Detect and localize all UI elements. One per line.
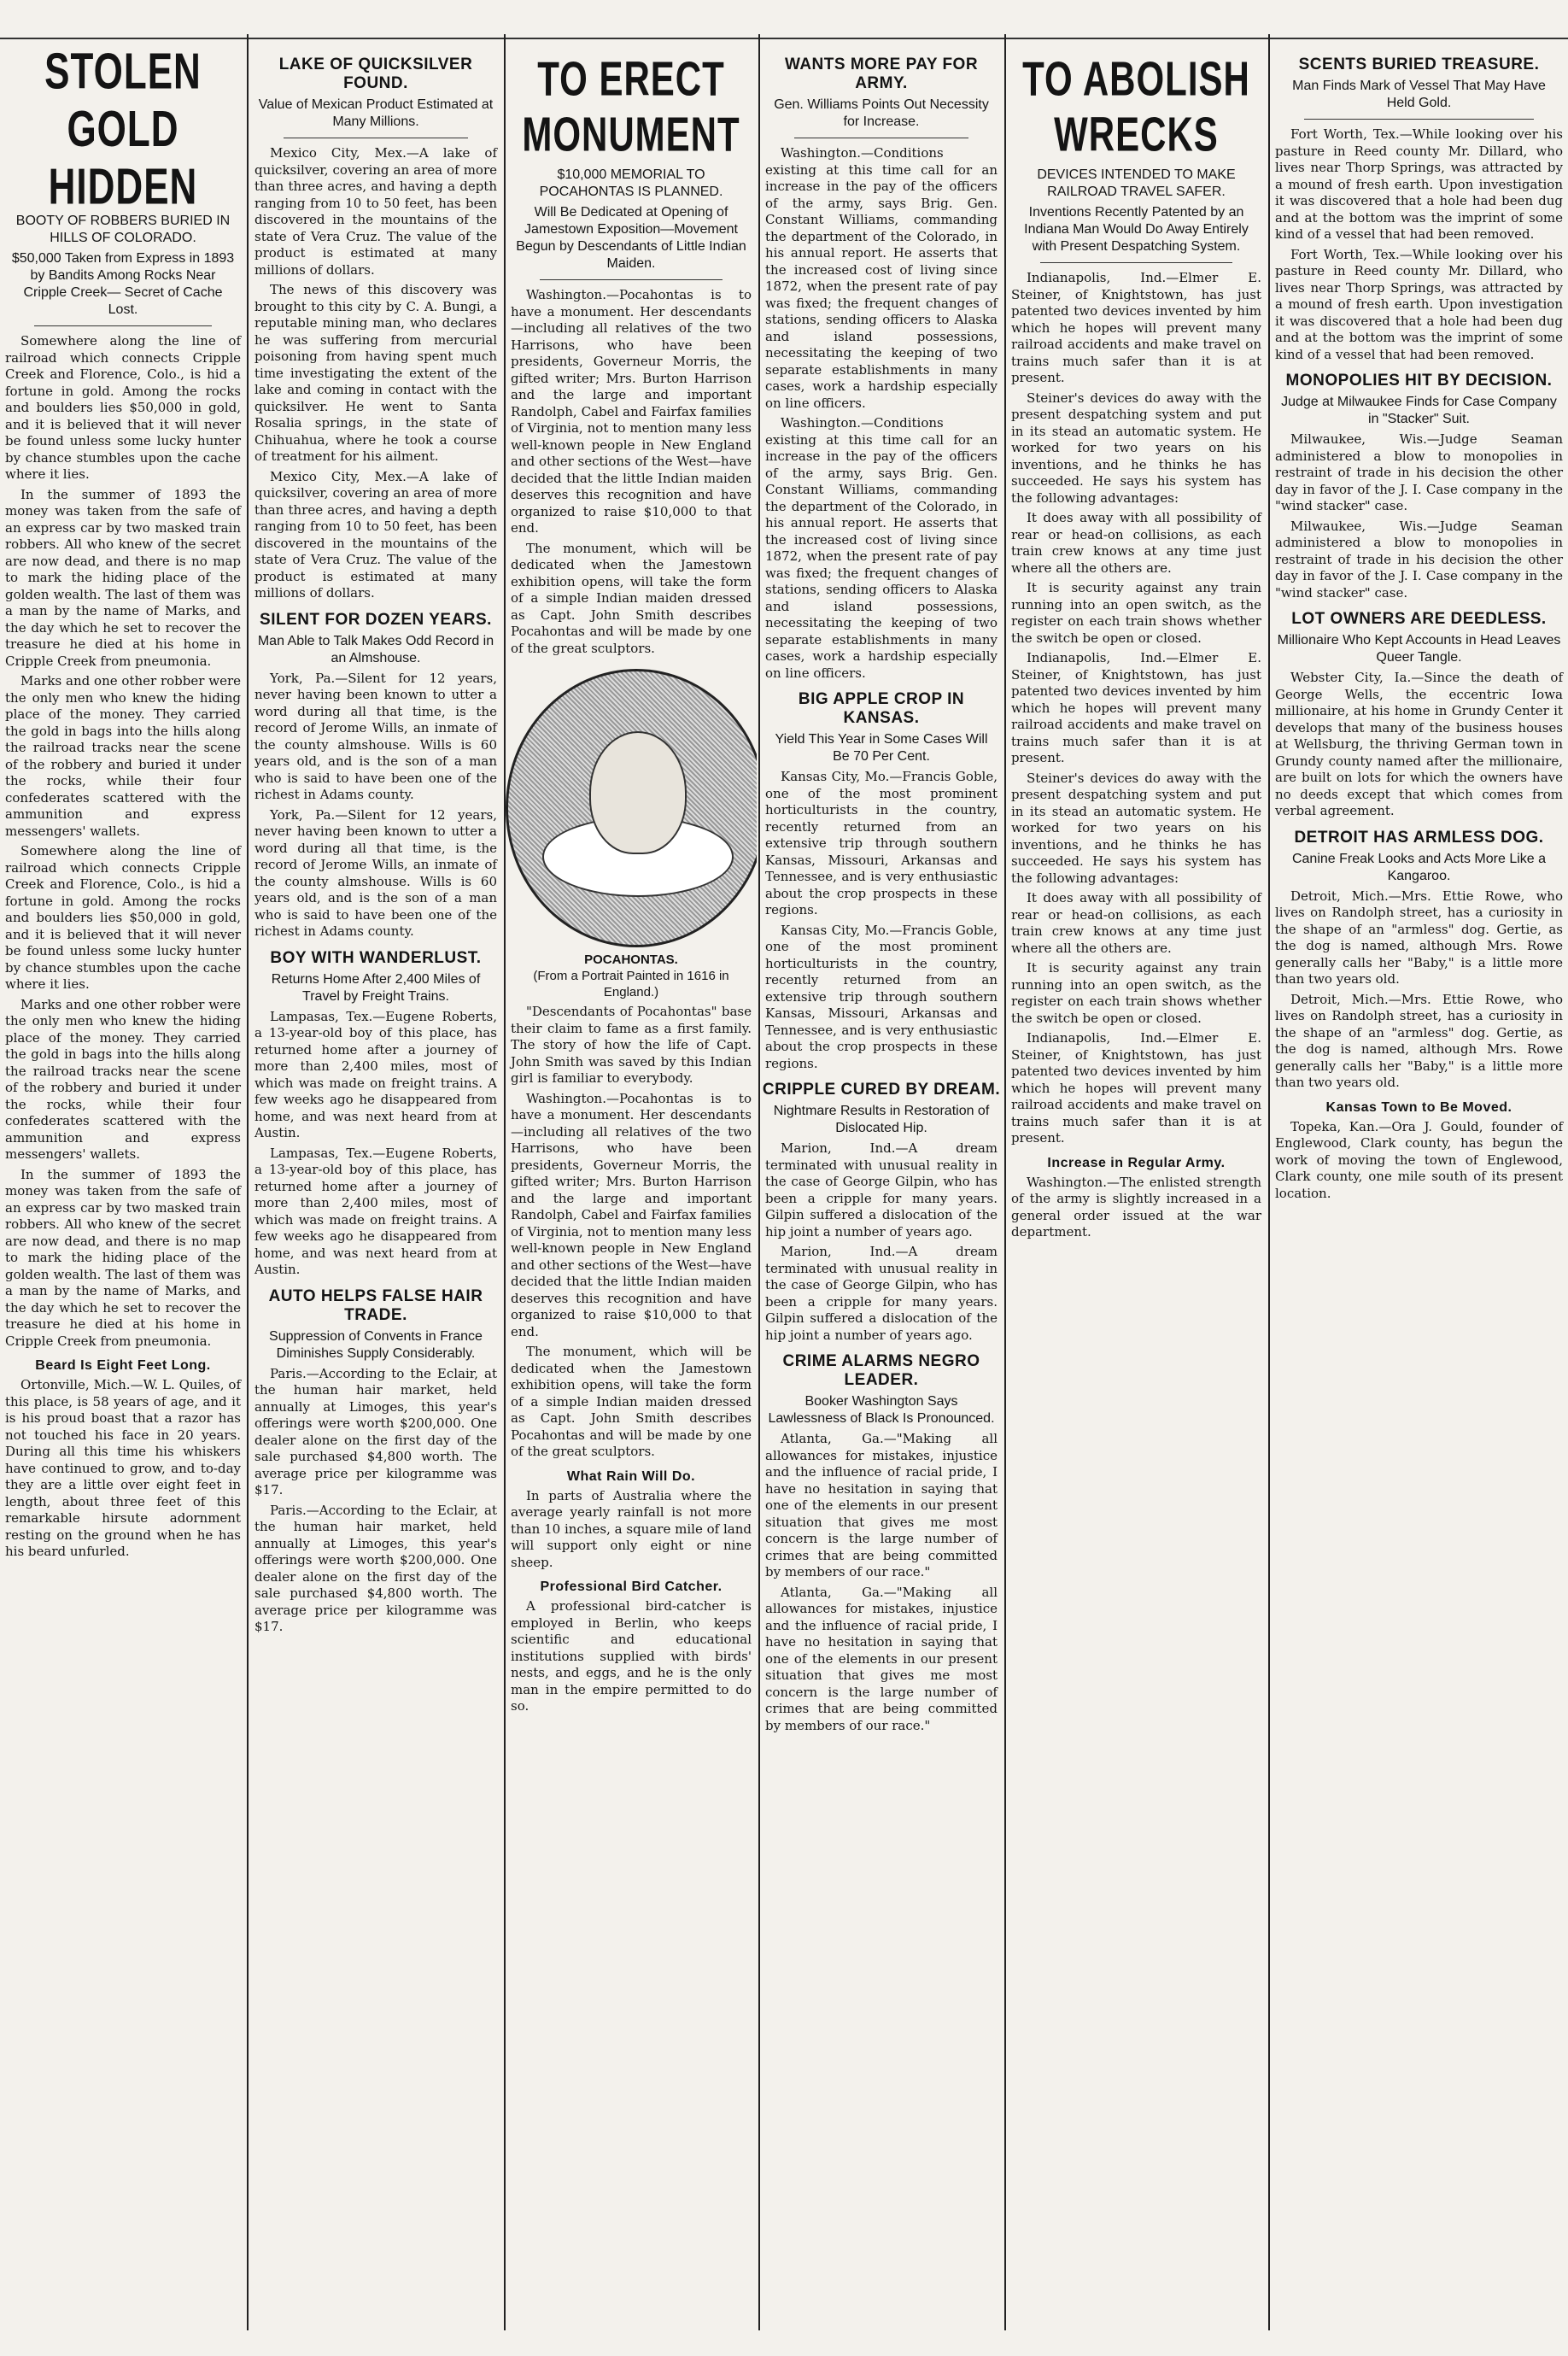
deck: Suppression of Convents in France Diminishes Supply Considerably. — [269, 1328, 483, 1361]
top-rule — [0, 38, 1568, 39]
article-text: Indianapolis, Ind.—Elmer E. Steiner, of Knightstown, has just patented two devices invented by him which he hopes will prevent many railroad accidents and make travel on trains much safer than it is at present. — [1011, 650, 1261, 765]
article-text: Somewhere along the line of railroad which connects Cripple Creek and Florence, Colo., is hid a fortune in gold. Among the rocks and boulders lies $50,000 in gold, and it is believed that it will never be found unless some lucky hunter by chance stumbles upon the cache where it lies. — [5, 843, 241, 992]
article-text: Washington.—Conditions existing at this time call for an increase in the pay of the officers of the army, says Brig. Gen. Constant Williams, commanding the department of the Colorado, in his annual report. He asserts that the increased cost of living since 1872, when the present rate of pay was fixed; the frequent changes of stations, sending officers to Alaska and island possessions, necessitating the keeping of two separate establishments in many cases, work a hardship especially on line officers. — [765, 415, 998, 681]
pocahontas-portrait — [506, 669, 757, 947]
headline-crime-alarms: CRIME ALARMS NEGRO LEADER. — [782, 1352, 980, 1389]
headline-stolen-gold: STOLEN GOLD HIDDEN — [44, 47, 202, 215]
article-text: It is security against any train running into an open switch, as the register on each train shows whether the switch be open or closed. — [1011, 580, 1261, 646]
column-2 — [249, 47, 502, 2322]
article-text: Detroit, Mich.—Mrs. Ettie Rowe, who lives on Randolph street, has a curiosity in the shape of an "armless" dog. Gertie, as the dog is named, although Mrs. Rowe generally calls her "Baby," is a little more than two years old. — [1275, 991, 1563, 1090]
article-text: Indianapolis, Ind.—Elmer E. Steiner, of Knightstown, has just patented two devices invented by him which he hopes will prevent many railroad accidents and make travel on trains much safer than it is at present. — [1011, 270, 1261, 385]
article-text: Milwaukee, Wis.—Judge Seaman administered a blow to monopolies in restraint of trade in his decision the other day in favor of the J. I. Case company in the "wind stacker" case. — [1275, 518, 1563, 601]
article-text: The news of this discovery was brought to this city by C. A. Bungi, a reputable mining man, who declares he was suffering from mercurial poisoning from having spent much time investigating the extent of the lake and coming in contact with the quicksilver. He went to Santa Rosalia springs, in the state of Chihuahua, where he took a course of treatment for his ailment. — [255, 282, 497, 464]
article-text: A professional bird-catcher is employed in Berlin, who keeps scientific and educational institutions supplied with birds' nests, and eggs, and he is the only man in the empire permitted to do so. — [511, 1598, 752, 1714]
deck: Man Able to Talk Makes Odd Record in an Almshouse. — [257, 633, 494, 665]
headline-wrecks: TO ABOLISH WRECKS — [1022, 51, 1250, 161]
headline-silent: SILENT FOR DOZEN YEARS. — [260, 610, 492, 629]
column-rule — [247, 34, 249, 2330]
article-text: Marks and one other robber were the only men who knew the hiding place of the money. They carried the gold in bags into the hills along the railroad tracks near the scene of the robbery and buried it under the rocks, while their four confederates scattered with the ammunition and express messengers' wallets. — [5, 673, 241, 839]
article-text: Paris.—According to the Eclair, at the human hair market, held annually at Limoges, this year's offerings were worth $200,000. One dealer alone on the first day of the sale purchased $4,800 worth. The average price per kilogramme was $17. — [255, 1365, 497, 1497]
article-text: Washington.—The enlisted strength of the army is slightly increased in a general order issued at the war department. — [1011, 1174, 1261, 1240]
column-5 — [1006, 47, 1267, 2322]
article-text: Washington.—Pocahontas is to have a monument. Her descendants—including all relatives of the two Harrisons, who have been presidents, Governeur Morris, the gifted writer; Mrs. Burton Harrison and the large and important Randolph, Cabel and Fairfax families of Virginia, not to mention many less well-known people in New England and other sections of the West—have decided that the little Indian maiden deserves this recognition and have organized to raise $10,000 to that end. — [511, 287, 752, 536]
deck: Inventions Recently Patented by an Indiana Man Would Do Away Entirely with Present Despatching System. — [1024, 205, 1249, 254]
article-text: Detroit, Mich.—Mrs. Ettie Rowe, who lives on Randolph street, has a curiosity in the shape of an "armless" dog. Gertie, as the dog is named, although Mrs. Rowe generally calls her "Baby," is a little more than two years old. — [1275, 888, 1563, 987]
article-text: "Descendants of Pocahontas" base their claim to fame as a first family. The story of how the life of Capt. John Smith was saved by this Indian girl is familiar to everybody. — [511, 1004, 752, 1087]
deck: Booker Washington Says Lawlessness of Black Is Pronounced. — [768, 1394, 995, 1426]
headline-cripple-cured: CRIPPLE CURED BY DREAM. — [762, 1081, 1001, 1099]
article-text: Fort Worth, Tex.—While looking over his pasture in Reed county Mr. Dillard, who lives near Thorp Springs, was attracted by a mound of fresh earth. Upon investigation it was discovered that a hole had been dug and at the bottom was the imprint of some kind of a vessel that had been removed. — [1275, 126, 1563, 242]
article-text: The monument, which will be dedicated when the Jamestown exhibition opens, will take the form of a simple Indian maiden dressed as Capt. John Smith describes Pocahontas and will be made by one of the great sculptors. — [511, 540, 752, 656]
headline-deedless: LOT OWNERS ARE DEEDLESS. — [1291, 610, 1547, 628]
headline-buried-treasure: SCENTS BURIED TREASURE. — [1298, 56, 1540, 73]
subhead: Increase in Regular Army. — [1047, 1155, 1226, 1170]
article-text: Washington.—Conditions existing at this time call for an increase in the pay of the officers of the army, says Brig. Gen. Constant Williams, commanding the department of the Colorado, in his annual report. He asserts that the increased cost of living since 1872, when the present rate of pay was fixed; the frequent changes of stations, sending officers to Alaska and island possessions, necessitating the keeping of two separate establishments in many cases, work a hardship especially on line officers. — [765, 145, 998, 411]
article-text: Ortonville, Mich.—W. L. Quiles, of this place, is 58 years of age, and it is his proud boast that a razor has not touched his face in 20 years. During all this time his whiskers have continued to grow, and to-day they are a little over eight feet in length, about three feet of this remarkable hirsute adornment resting on the ground when he has his beard unfurled. — [5, 1377, 241, 1559]
deck: Value of Mexican Product Estimated at Many Millions. — [258, 97, 494, 129]
article-text: Topeka, Kan.—Ora J. Gould, founder of Englewood, Clark county, has begun the work of moving the town of Englewood, Clark county, one mile south of its present location. — [1275, 1118, 1563, 1201]
deck: Will Be Dedicated at Opening of Jamestown Exposition—Movement Begun by Descendants of Little Indian Maiden. — [516, 205, 746, 271]
article-text: Marks and one other robber were the only men who knew the hiding place of the money. They carried the gold in bags into the hills along the railroad tracks near the scene of the robbery and buried it under the rocks, while their four confederates scattered with the ammunition and express messengers' wallets. — [5, 996, 241, 1162]
article-text: In the summer of 1893 the money was taken from the safe of an express car by two masked train robbers. All who knew of the secret are now dead, and there is no map to mark the hiding place of the golden wealth. The last of them was a man by the name of Marks, and the day which he set to recover the treasure he died at his home in Cripple Creek from pneumonia. — [5, 486, 241, 669]
article-text: Lampasas, Tex.—Eugene Roberts, a 13-year-old boy of this place, has returned home after a journey of more than 2,400 miles, most of which was made on freight trains. A few weeks ago he disappeared from home, and was next heard from at Austin. — [255, 1008, 497, 1140]
article-text: It does away with all possibility of rear or head-on collisions, as each train crew knows at any time just where all the others are. — [1011, 890, 1261, 956]
article-text: Somewhere along the line of railroad which connects Cripple Creek and Florence, Colo., is hid a fortune in gold. Among the rocks and boulders lies $50,000 in gold, and it is believed that it will never be found unless some lucky hunter by chance stumbles upon the cache where it lies. — [5, 333, 241, 482]
column-1 — [0, 47, 246, 2322]
deck: Judge at Milwaukee Finds for Case Company in "Stacker" Suit. — [1281, 395, 1557, 426]
article-text: Washington.—Pocahontas is to have a monument. Her descendants—including all relatives of the two Harrisons, who have been presidents, Governeur Morris, the gifted writer; Mrs. Burton Harrison and the large and important Randolph, Cabel and Fairfax families of Virginia, not to mention many less well-known people in New England and other sections of the West—have decided that the little Indian maiden deserves this recognition and have organized to raise $10,000 to that end. — [511, 1090, 752, 1339]
article-text: Atlanta, Ga.—"Making all allowances for mistakes, injustice and the influence of racial pride, I have no hesitation in saying that one of the elements in our present situation that gives me most concern is the large number of crimes that are being committed by members of our race." — [765, 1431, 998, 1579]
deck: Millionaire Who Kept Accounts in Head Leaves Queer Tangle. — [1277, 633, 1561, 665]
deck: $10,000 MEMORIAL TO POCAHONTAS IS PLANNED. — [539, 167, 723, 199]
article-text: Fort Worth, Tex.—While looking over his pasture in Reed county Mr. Dillard, who lives near Thorp Springs, was attracted by a mound of fresh earth. Upon investigation it was discovered that a hole had been dug and at the bottom was the imprint of some kind of a vessel that had been removed. — [1275, 246, 1563, 362]
divider — [540, 279, 723, 280]
article-text: Marion, Ind.—A dream terminated with unusual reality in the case of George Gilpin, who has been a cripple for many years. Gilpin suffered a dislocation of the hip joint a number of years ago. — [765, 1140, 998, 1240]
article-text: Webster City, Ia.—Since the death of George Wells, the eccentric Iowa millionaire, at his home in Grundy Center it develops that many of the business houses at Wellsburg, the thriving German town in Grundy county named after the millionaire, are built on lots for which the owners have no deeds except that which comes from verbal agreement. — [1275, 670, 1563, 818]
column-6 — [1270, 47, 1568, 2322]
article-text: Kansas City, Mo.—Francis Goble, one of the most prominent horticulturists in the country, recently returned from an extensive trip through southern Kansas, Missouri, Arkansas and Tennessee, and is very enthusiastic about the crop prospects in these regions. — [765, 922, 998, 1071]
subhead: Kansas Town to Be Moved. — [1325, 1099, 1512, 1115]
headline-apple-crop: BIG APPLE CROP IN KANSAS. — [798, 690, 965, 727]
deck: Yield This Year in Some Cases Will Be 70 Per Cent. — [775, 732, 988, 764]
headline-quicksilver: LAKE OF QUICKSILVER FOUND. — [278, 56, 473, 92]
headline-armless-dog: DETROIT HAS ARMLESS DOG. — [1294, 828, 1544, 847]
figure-caption: POCAHONTAS. — [584, 952, 678, 967]
divider — [34, 325, 212, 326]
article-text: Kansas City, Mo.—Francis Goble, one of the most prominent horticulturists in the country, recently returned from an extensive trip through southern Kansas, Missouri, Arkansas and Tennessee, and is very enthusiastic about the crop prospects in these regions. — [765, 769, 998, 917]
deck: BOOTY OF ROBBERS BURIED IN HILLS OF COLORADO. — [15, 214, 231, 245]
divider — [1040, 262, 1232, 263]
article-text: It does away with all possibility of rear or head-on collisions, as each train crew knows at any time just where all the others are. — [1011, 510, 1261, 576]
article-text: Lampasas, Tex.—Eugene Roberts, a 13-year-old boy of this place, has returned home after a journey of more than 2,400 miles, most of which was made on freight trains. A few weeks ago he disappeared from home, and was next heard from at Austin. — [255, 1145, 497, 1277]
article-text: In parts of Australia where the average yearly rainfall is not more than 10 inches, a square mile of land will support only eight or nine sheep. — [511, 1487, 752, 1570]
headline-army-pay: WANTS MORE PAY FOR ARMY. — [784, 56, 979, 92]
headline-monument: TO ERECT MONUMENT — [522, 51, 740, 161]
article-text: The monument, which will be dedicated when the Jamestown exhibition opens, will take the form of a simple Indian maiden dressed as Capt. John Smith describes Pocahontas and will be made by one of the great sculptors. — [511, 1344, 752, 1460]
article-text: Mexico City, Mex.—A lake of quicksilver, covering an area of more than three acres, and having a depth ranging from 10 to 50 feet, has been discovered in the mountains of the state of Vera Cruz. The value of the product is estimated at many millions of dollars. — [255, 145, 497, 278]
article-text: Paris.—According to the Eclair, at the human hair market, held annually at Limoges, this year's offerings were worth $200,000. One dealer alone on the first day of the sale purchased $4,800 worth. The average price per kilogramme was $17. — [255, 1502, 497, 1634]
headline-monopolies: MONOPOLIES HIT BY DECISION. — [1285, 372, 1553, 390]
figure-caption: (From a Portrait Painted in 1616 in England.) — [533, 968, 729, 999]
article-text: York, Pa.—Silent for 12 years, never having been known to utter a word during all that time, is the record of Jerome Wills, an inmate of the county almshouse. Wills is 60 years old, and is the son of a man who is said to have been one of the richest in Adams county. — [255, 806, 497, 939]
deck: DEVICES INTENDED TO MAKE RAILROAD TRAVEL SAFER. — [1037, 167, 1236, 199]
subhead: Beard Is Eight Feet Long. — [35, 1358, 211, 1373]
deck: Gen. Williams Points Out Necessity for Increase. — [774, 97, 989, 129]
article-text: Mexico City, Mex.—A lake of quicksilver, covering an area of more than three acres, and having a depth ranging from 10 to 50 feet, has been discovered in the mountains of the state of Vera Cruz. The value of the product is estimated at many millions of dollars. — [255, 468, 497, 601]
article-text: Steiner's devices do away with the present despatching system and put in its stead an automatic system. He worked for two years on his inventions, and he thinks he has succeeded. He says his system has the following advantages: — [1011, 770, 1261, 886]
article-text: In the summer of 1893 the money was taken from the safe of an express car by two masked train robbers. All who knew of the secret are now dead, and there is no map to mark the hiding place of the golden wealth. The last of them was a man by the name of Marks, and the day which he set to recover the treasure he died at his home in Cripple Creek from pneumonia. — [5, 1166, 241, 1349]
article-text: Steiner's devices do away with the present despatching system and put in its stead an automatic system. He worked for two years on his inventions, and he thinks he has succeeded. He says his system has the following advantages: — [1011, 390, 1261, 506]
portrait-face — [589, 731, 687, 854]
article-text: Indianapolis, Ind.—Elmer E. Steiner, of Knightstown, has just patented two devices invented by him which he hopes will prevent many railroad accidents and make travel on trains much safer than it is at present. — [1011, 1030, 1261, 1146]
subhead: What Rain Will Do. — [566, 1468, 696, 1484]
column-3 — [506, 47, 757, 2322]
deck: Man Finds Mark of Vessel That May Have Held Gold. — [1292, 79, 1546, 110]
article-text: Milwaukee, Wis.—Judge Seaman administered a blow to monopolies in restraint of trade in his decision the other day in favor of the J. I. Case company in the "wind stacker" case. — [1275, 431, 1563, 513]
headline-false-hair: AUTO HELPS FALSE HAIR TRADE. — [268, 1286, 483, 1324]
deck: Canine Freak Looks and Acts More Like a Kangaroo. — [1291, 851, 1547, 883]
subhead: Professional Bird Catcher. — [540, 1579, 723, 1595]
column-4 — [760, 47, 1003, 2322]
deck: Returns Home After 2,400 Miles of Travel by Freight Trains. — [271, 971, 481, 1004]
article-text: Atlanta, Ga.—"Making all allowances for mistakes, injustice and the influence of racial pride, I have no hesitation in saying that one of the elements in our present situation that gives me most concern is the large number of crimes that are being committed by members of our race." — [765, 1584, 998, 1733]
headline-wanderlust: BOY WITH WANDERLUST. — [270, 948, 482, 967]
divider — [1304, 119, 1534, 120]
article-text: York, Pa.—Silent for 12 years, never having been known to utter a word during all that time, is the record of Jerome Wills, an inmate of the county almshouse. Wills is 60 years old, and is the son of a man who is said to have been one of the richest in Adams county. — [255, 670, 497, 802]
article-text: It is security against any train running into an open switch, as the register on each train shows whether the switch be open or closed. — [1011, 960, 1261, 1026]
article-text: Marion, Ind.—A dream terminated with unusual reality in the case of George Gilpin, who has been a cripple for many years. Gilpin suffered a dislocation of the hip joint a number of years ago. — [765, 1244, 998, 1343]
deck: $50,000 Taken from Express in 1893 by Bandits Among Rocks Near Cripple Creek— Secret of Cache Lost. — [11, 251, 235, 317]
deck: Nightmare Results in Restoration of Dislocated Hip. — [773, 1104, 990, 1135]
